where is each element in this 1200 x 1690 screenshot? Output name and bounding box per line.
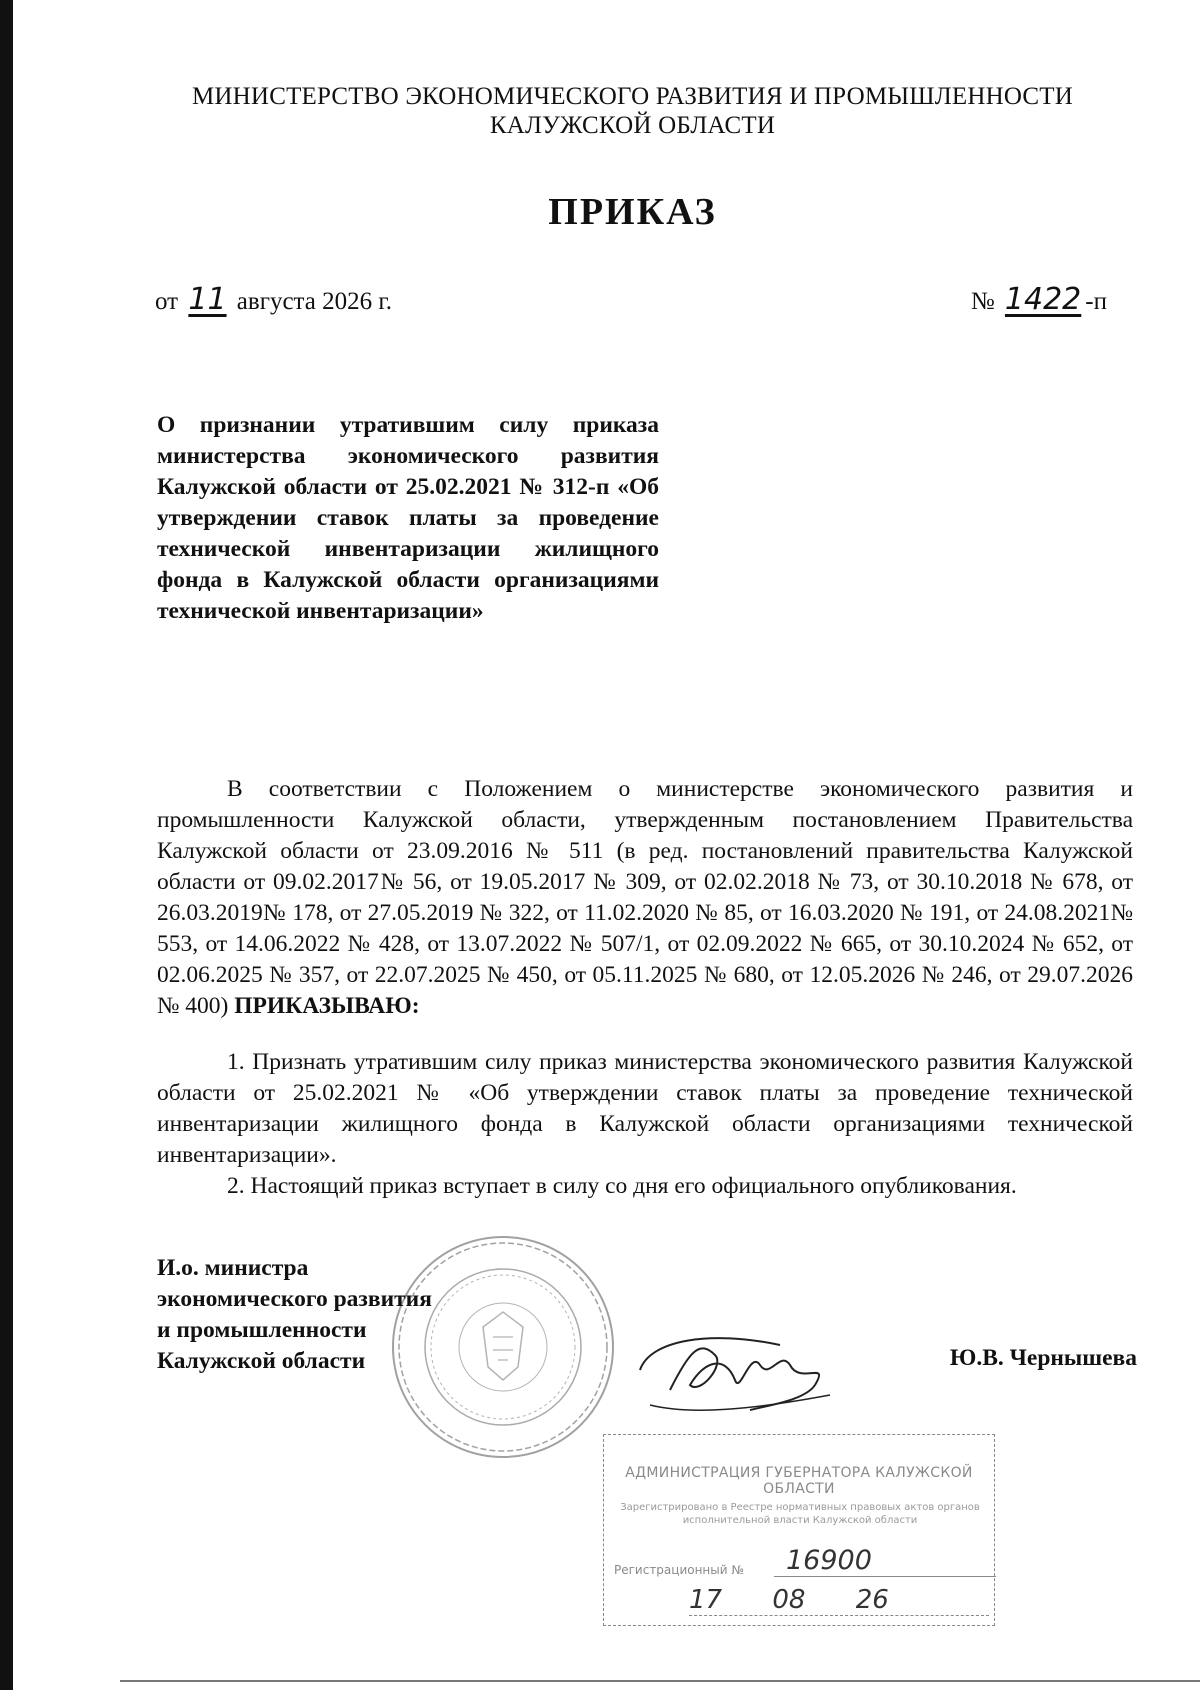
- registration-stamp: [603, 1434, 995, 1626]
- date-prefix: от: [155, 288, 179, 315]
- command-word: ПРИКАЗЫВАЮ:: [234, 993, 420, 1019]
- preamble: [157, 774, 1133, 1022]
- registration-number-label: Регистрационный №: [614, 1563, 744, 1577]
- number-suffix: -п: [1085, 288, 1107, 315]
- number-prefix: №: [970, 288, 995, 315]
- number-handwritten: 1422: [1004, 282, 1082, 317]
- order-item-1: 1. Признать утратившим силу приказ министерства экономического развития Калужской области от 25.02.2021 № «Об утверждении ставок платы за проведение технической инвентаризации жилищного фонда в Калужской области организациями технической инвентаризации».: [157, 1049, 1133, 1168]
- registration-number: 16900: [774, 1545, 996, 1577]
- registration-year: 26: [855, 1585, 889, 1615]
- order-body: [157, 774, 1133, 1202]
- ministry-header: [0, 82, 1200, 140]
- order-item-2: 2. Настоящий приказ вступает в силу со дня его официального опубликования.: [227, 1173, 1017, 1199]
- signer-position: [157, 1253, 432, 1377]
- document-title: ПРИКАЗ: [548, 191, 717, 233]
- order-number: [971, 282, 1107, 317]
- signer-line-2: экономического развития: [157, 1286, 432, 1312]
- registration-stamp-text: Зарегистрировано в Реестре нормативных правовых актов органов исполнительной власти Калужской области: [620, 1502, 980, 1526]
- order-date: [155, 282, 392, 317]
- signer-line-3: и промышленности: [157, 1317, 367, 1343]
- date-day-handwritten: 11: [188, 282, 227, 317]
- date-rest: августа 2026 г.: [236, 288, 393, 315]
- order-subject: [157, 410, 659, 627]
- page-bottom-line: [120, 1680, 1200, 1682]
- registration-day: 17: [689, 1585, 723, 1615]
- signer-name: Ю.В. Чернышева: [949, 1345, 1137, 1371]
- signer-line-4: Калужской области: [157, 1348, 366, 1374]
- registration-stamp-title: АДМИНИСТРАЦИЯ ГУБЕРНАТОРА КАЛУЖСКОЙ ОБЛАСТИ: [625, 1465, 973, 1497]
- subject-text: О признании утратившим силу приказа министерства экономического развития Калужской области от 25.02.2021 № 312-п «Об утверждении ставок платы за проведение технической инвентаризации жилищного фонда в Калужской области организациями технической инвентаризации»: [157, 412, 659, 624]
- registration-month: 08: [772, 1585, 806, 1615]
- ministry-line-1: МИНИСТЕРСТВО ЭКОНОМИЧЕСКОГО РАЗВИТИЯ И ПРОМЫШЛЕННОСТИ: [192, 83, 1073, 110]
- ministry-line-2: КАЛУЖСКОЙ ОБЛАСТИ: [489, 112, 776, 139]
- signer-line-1: И.о. министра: [157, 1255, 309, 1281]
- preamble-text: В соответствии с Положением о министерстве экономического развития и промышленности Калужской области, утвержденным постановлением Правительства Калужской области от 23.09.2016 № 511 (в ред. постановлений правительства Калужской области от 09.02.2017№ 56, от 19.05.2017 № 309, от 02.02.2018 № 73, от 30.10.2018 № 678, от 26.03.2019№ 178, от 27.05.2019 № 322, от 11.02.2020 № 85, от 16.03.2020 № 191, от 24.08.2021№ 553, от 14.06.2022 № 428, от 13.07.2022 № 507/1, от 02.09.2022 № 665, от 30.10.2024 № 652, от 02.06.2025 № 357, от 22.07.2025 № 450, от 05.11.2025 № 680, от 12.05.2026 № 246, от 29.07.2026 № 400): [157, 776, 1133, 1019]
- scan-edge: [0, 0, 13, 1690]
- signature-icon: [630, 1310, 860, 1430]
- registration-date: [689, 1585, 989, 1616]
